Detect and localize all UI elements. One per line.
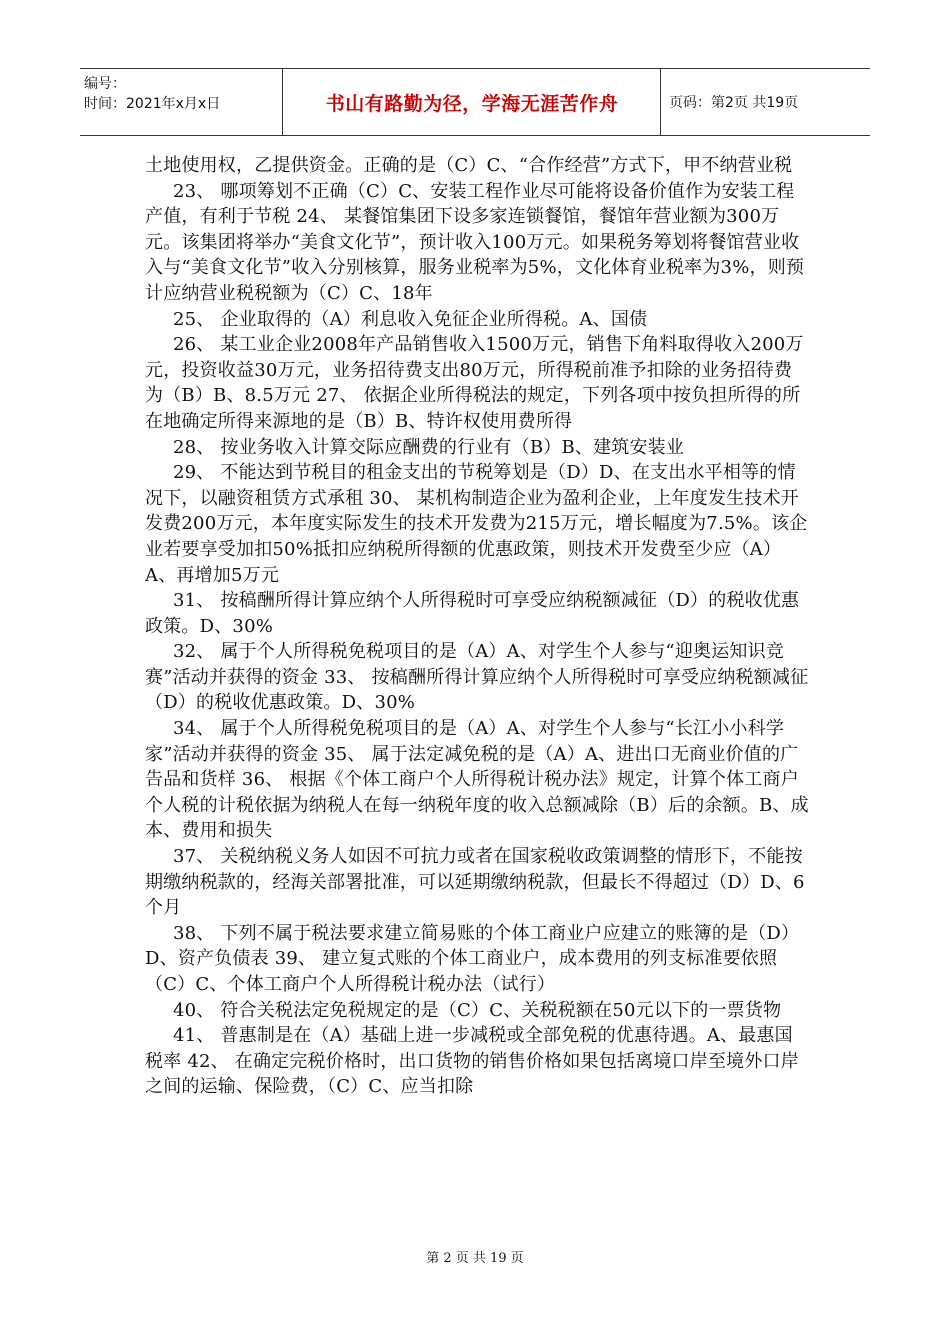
- footer-page-number: 第 2 页 共 19 页: [426, 1251, 524, 1266]
- document-body: [145, 153, 810, 1100]
- header-page-code-cell: [661, 69, 870, 135]
- header-motto-cell: [284, 69, 661, 135]
- paragraph: 38、 下列不属于税法要求建立简易账的个体工商业户应建立的账簿的是（D）D、资产负债表 39、 建立复式账的个体工商业户，成本费用的列支标准要依照（C）C、个体工商户个人所得税计税办法（试行）: [145, 922, 800, 995]
- document-number-label: 编号：: [84, 76, 126, 92]
- header-motto: 书山有路勤为径，学海无涯苦作舟: [325, 92, 619, 115]
- paragraph: 32、 属于个人所得税免税项目的是（A）A、对学生个人参与“迎奥运知识竞赛”活动并获得的资金 33、 按稿酬所得计算应纳个人所得税时可享受应纳税额减征（D）的税收优惠政策。D、30%: [145, 641, 809, 714]
- paragraph: 41、 普惠制是在（A）基础上进一步减税或全部免税的优惠待遇。A、最惠国税率 42、 在确定完税价格时，出口货物的销售价格如果包括离境口岸至境外口岸之间的运输、保险费，（C）C、应当扣除: [145, 1025, 799, 1098]
- header-meta: [80, 69, 283, 135]
- paragraph: 28、 按业务收入计算交际应酬费的行业有（B）B、建筑安装业: [173, 436, 685, 458]
- document-date: 时间：2021年x月x日: [84, 96, 221, 112]
- paragraph: 29、 不能达到节税目的租金支出的节税筹划是（D）D、在支出水平相等的情况下，以融资租赁方式承租 30、 某机构制造企业为盈利企业，上年度发生技术开发费200万元，本年度实际发生的技术开发费为215万元，增长幅度为7.5%。该企业若要享受加扣50%抵扣应纳税所得额的优惠政策，则技术开发费至少应（A）A、再增加5万元: [145, 462, 808, 586]
- paragraph: 25、 企业取得的（A）利息收入免征企业所得税。A、国债: [173, 308, 648, 330]
- paragraph: 23、 哪项筹划不正确（C）C、安装工程作业尽可能将设备价值作为安装工程产值，有利于节税 24、 某餐馆集团下设多家连锁餐馆，餐馆年营业额为300万元。该集团将举办“美食文化节”，预计收入100万元。如果税务筹划将餐馆营业收入与“美食文化节”收入分别核算，服务业税率为5%，文化体育业税率为3%，则预计应纳营业税税额为（C）C、18年: [145, 180, 805, 304]
- paragraph: 土地使用权，乙提供资金。正确的是（C）C、“合作经营”方式下，甲不纳营业税: [145, 155, 793, 176]
- page-footer: [0, 1247, 950, 1266]
- paragraph: 40、 符合关税法定免税规定的是（C）C、关税税额在50元以下的一票货物: [173, 999, 782, 1021]
- paragraph: 37、 关税纳税义务人如因不可抗力或者在国家税收政策调整的情形下，不能按期缴纳税款的，经海关部署批准，可以延期缴纳税款，但最长不得超过（D）D、6个月: [145, 846, 805, 919]
- paragraph: 31、 按稿酬所得计算应纳个人所得税时可享受应纳税额减征（D）的税收优惠政策。D、30%: [145, 590, 800, 637]
- paragraph: 26、 某工业企业2008年产品销售收入1500万元，销售下角料取得收入200万元，投资收益30万元，业务招待费支出80万元，所得税前准予扣除的业务招待费为（B）B、8.5万元 27、 依据企业所得税法的规定，下列各项中按负担所得的所在地确定所得来源地的是（B）B、特许权使用费所得: [145, 334, 804, 432]
- paragraph: 34、 属于个人所得税免税项目的是（A）A、对学生个人参与“长江小小科学家”活动并获得的资金 35、 属于法定减免税的是（A）A、进出口无商业价值的广告品和货样 36、 根据《个体工商户个人所得税计税办法》规定，计算个体工商户个人税的计税依据为纳税人在每一纳税年度的收入总额减除（B）后的余额。B、成本、费用和损失: [145, 718, 809, 842]
- header-page-code: 页码：第2页 共19页: [669, 95, 799, 111]
- page-header: [80, 68, 870, 136]
